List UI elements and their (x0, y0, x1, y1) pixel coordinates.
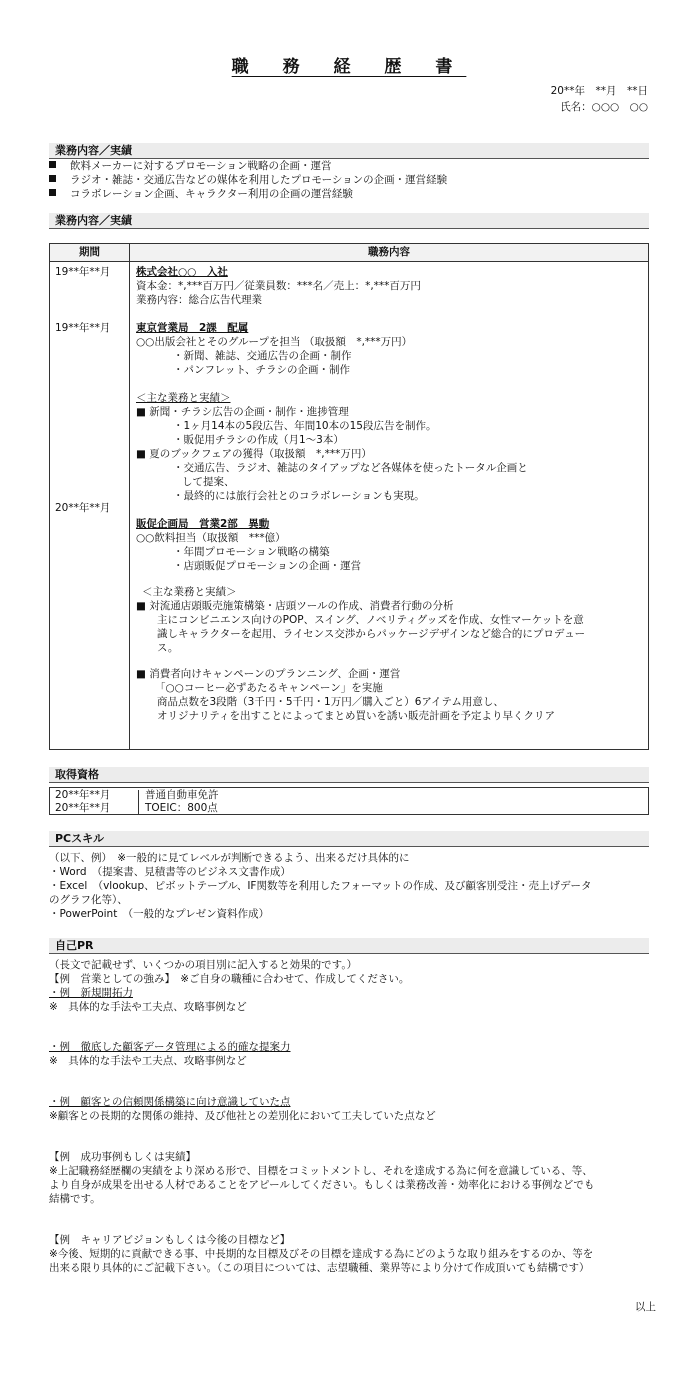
self-pr-heading: 自己PR (49, 938, 649, 954)
summary-item: コラボレーション企画、キャラクター利用の企画の運営経験 (49, 187, 353, 201)
pr-line: より自身が成果を出せる人材であることをアピールしてください。もしくは業務改善・効率化における事例などでも (49, 1179, 595, 1191)
pr-line: 【例 成功事例もしくは実績】 (49, 1151, 196, 1163)
pr-item-title: ・例 徹底した顧客データ管理による的確な提案力 (49, 1041, 291, 1053)
history-line: 識しキャラクターを起用、ライセンス交渉からパッケージデザインなど総合的にプロデュー (157, 628, 586, 640)
history-line: ○○出版会社とそのグループを担当 （取扱額 *,***万円） (136, 336, 413, 348)
pc-skill-line: ・PowerPoint （一般的なプレゼン資料作成） (49, 908, 270, 920)
history-line: 主にコンビニエンス向けのPOP、スイング、ノベリティグッズを作成、女性マーケットを意 (157, 614, 584, 626)
history-line: ■ 対流通店頭販売施策構築・店頭ツールの作成、消費者行動の分析 (136, 600, 454, 612)
pc-skill-line: （以下、例） ※一般的に見てレベルが判断できるよう、出来るだけ具体的に (49, 852, 410, 864)
period-cell: 20**年**月 (55, 502, 111, 514)
col-content-header: 職務内容 (368, 246, 410, 258)
history-line: ■ 消費者向けキャンペーンのプランニング、企画・運営 (136, 668, 401, 680)
history-line: ■ 夏のブックフェアの獲得（取扱額 *,***万円） (136, 448, 372, 460)
achievements-label: ＜主な業務と実績＞ (136, 392, 231, 404)
history-heading: 業務内容／実績 (49, 213, 649, 229)
company-name: 株式会社○○ 入社 (136, 266, 228, 278)
history-line: ス。 (157, 642, 179, 654)
pr-line: 出来る限り具体的にご記載下さい。（この項目については、志望職種、業界等により分けて作成頂いても結構です） (49, 1262, 590, 1274)
history-table-header (50, 244, 648, 262)
history-line: ・交通広告、ラジオ、雑誌のタイアップなど各媒体を使ったトータル企画と (173, 462, 528, 474)
history-line: ・年間プロモーション戦略の構築 (173, 546, 330, 558)
history-line: ・販促用チラシの作成（月1〜3本） (173, 434, 344, 446)
pr-line: （長文で記載せず、いくつかの項目別に記入すると効果的です。） (49, 959, 358, 971)
qualification-date: 20**年**月 (55, 789, 111, 801)
history-line: ・パンフレット、チラシの企画・制作 (173, 364, 351, 376)
history-line: ■ 新聞・チラシ広告の企画・制作・進捗管理 (136, 406, 349, 418)
pr-item-title: ・例 顧客との信頼関係構築に向け意識していた点 (49, 1096, 291, 1108)
qualifications-heading: 取得資格 (49, 767, 649, 783)
pc-skill-line: ・Word （提案書、見積書等のビジネス文書作成） (49, 866, 291, 878)
pr-item-title: ・例 新規開拓力 (49, 987, 133, 999)
history-line: 商品点数を3段階（3千円・5千円・1万円／購入ごと）6アイテム用意し、 (157, 696, 504, 708)
pr-line: ※上記職務経歴欄の実績をより深める形で、目標をコミットメントし、それを達成する為に何を意識している、等、 (49, 1165, 593, 1177)
period-cell: 19**年**月 (55, 266, 111, 278)
department-name: 東京営業局 2課 配属 (136, 322, 249, 334)
pc-skill-line: ・Excel （vlookup、ピボットテーブル、IF関数等を利用したフォーマットの作成、及び顧客別受注・売上げデータ (49, 880, 592, 892)
pr-line: 【例 営業としての強み】 ※ご自身の職種に合わせて、作成してください。 (49, 973, 410, 985)
pc-skill-line: のグラフ化等）、 (49, 894, 128, 906)
bullet-square-icon (49, 175, 56, 182)
document-title: 職 務 経 歴 書 (231, 57, 467, 77)
document-date: 20**年 **月 **日 (550, 85, 648, 97)
department-name: 販促企画局 営業2部 異動 (136, 518, 270, 530)
history-line: して提案、 (182, 476, 235, 488)
history-table (49, 243, 649, 750)
history-line: 資本金：*,***百万円／従業員数：***名／売上：*,***百万円 (136, 280, 421, 292)
history-line: ○○飲料担当（取扱額 ***億） (136, 532, 286, 544)
history-line: 「○○コーヒー必ずあたるキャンペーン」を実施 (155, 682, 383, 694)
history-line: 業務内容：総合広告代理業 (136, 294, 262, 306)
summary-heading: 業務内容／実績 (49, 143, 649, 159)
qualification-name: TOEIC：800点 (145, 802, 218, 814)
table-divider (129, 244, 130, 749)
period-cell: 19**年**月 (55, 322, 111, 334)
history-line: ・最終的には旅行会社とのコラボレーションも実現。 (173, 490, 425, 502)
history-line: ・新聞、雑誌、交通広告の企画・制作 (173, 350, 352, 362)
bullet-square-icon (49, 161, 56, 168)
bullet-square-icon (49, 189, 56, 196)
pr-line: 【例 キャリアビジョンもしくは今後の目標など】 (49, 1234, 291, 1246)
pr-line: ※ 具体的な手法や工夫点、攻略事例など (49, 1055, 247, 1067)
pr-line: ※顧客との長期的な関係の維持、及び他社との差別化において工夫していた点など (49, 1110, 436, 1122)
applicant-name: 氏名：○○○ ○○ (560, 101, 648, 113)
achievements-label: ＜主な業務と実績＞ (142, 586, 237, 598)
pr-line: 結構です。 (49, 1193, 101, 1205)
pr-line: ※ 具体的な手法や工夫点、攻略事例など (49, 1001, 247, 1013)
summary-item: 飲料メーカーに対するプロモーション戦略の企画・運営 (49, 159, 331, 173)
qualification-name: 普通自動車免許 (145, 789, 219, 801)
closing-text: 以上 (635, 1301, 656, 1313)
qualification-date: 20**年**月 (55, 802, 111, 814)
summary-item: ラジオ・雑誌・交通広告などの媒体を利用したプロモーションの企画・運営経験 (49, 173, 447, 187)
qualifications-table (49, 787, 649, 815)
pc-skills-heading: PCスキル (49, 831, 649, 847)
col-period-header: 期間 (79, 246, 100, 258)
history-line: オリジナリティを出すことによってまとめ買いを誘い販売計画を予定より早くクリア (157, 710, 555, 722)
history-line: ・店頭販促プロモーションの企画・運営 (173, 560, 362, 572)
history-line: ・1ヶ月14本の5段広告、年間10本の15段広告を制作。 (173, 420, 437, 432)
pr-line: ※今後、短期的に貢献できる事、中長期的な目標及びその目標を達成する為にどのような取り組みをするのか、等を (49, 1248, 594, 1260)
table-divider (138, 790, 139, 814)
